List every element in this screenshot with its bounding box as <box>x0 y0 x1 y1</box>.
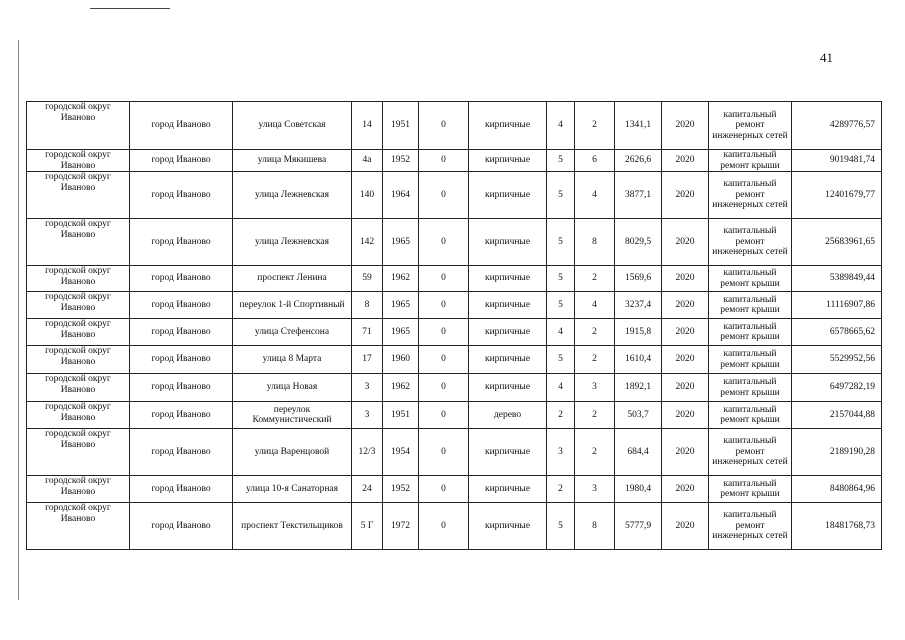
cost-cell: 2157044,88 <box>792 402 882 429</box>
locality-cell: город Иваново <box>130 402 233 429</box>
work-type-cell: капитальный ремонт крыши <box>709 150 792 172</box>
plan-year-cell: 2020 <box>662 429 709 476</box>
area-cell: 1915,8 <box>615 319 662 346</box>
cost-cell: 5389849,44 <box>792 266 882 292</box>
work-type-cell: капитальный ремонт инженерных сетей <box>709 102 792 150</box>
locality-cell: город Иваново <box>130 429 233 476</box>
area-cell: 3877,1 <box>615 172 662 219</box>
floors-cell: 5 <box>547 150 575 172</box>
plan-year-cell: 2020 <box>662 292 709 319</box>
house-number-cell: 8 <box>352 292 383 319</box>
scan-mark-left <box>18 40 19 600</box>
entrances-cell: 2 <box>575 102 615 150</box>
municipality-cell: городской округ Иваново <box>27 292 130 319</box>
work-type-cell: капитальный ремонт крыши <box>709 402 792 429</box>
wall-material-cell: кирпичные <box>469 172 547 219</box>
work-type-cell: капитальный ремонт инженерных сетей <box>709 429 792 476</box>
entrances-cell: 4 <box>575 292 615 319</box>
entrances-cell: 3 <box>575 374 615 402</box>
build-year-cell: 1962 <box>383 374 419 402</box>
plan-year-cell: 2020 <box>662 346 709 374</box>
house-number-cell: 14 <box>352 102 383 150</box>
street-cell: улица Советская <box>233 102 352 150</box>
cost-cell: 25683961,65 <box>792 219 882 266</box>
municipality-cell: городской округ Иваново <box>27 172 130 219</box>
house-number-cell: 12/3 <box>352 429 383 476</box>
cost-cell: 5529952,56 <box>792 346 882 374</box>
cost-cell: 12401679,77 <box>792 172 882 219</box>
zero-value-cell: 0 <box>419 292 469 319</box>
zero-value-cell: 0 <box>419 503 469 550</box>
cost-cell: 2189190,28 <box>792 429 882 476</box>
plan-year-cell: 2020 <box>662 374 709 402</box>
plan-year-cell: 2020 <box>662 150 709 172</box>
house-number-cell: 59 <box>352 266 383 292</box>
plan-year-cell: 2020 <box>662 172 709 219</box>
build-year-cell: 1952 <box>383 150 419 172</box>
zero-value-cell: 0 <box>419 266 469 292</box>
build-year-cell: 1965 <box>383 292 419 319</box>
table-row <box>27 266 882 292</box>
wall-material-cell: кирпичные <box>469 102 547 150</box>
build-year-cell: 1954 <box>383 429 419 476</box>
entrances-cell: 2 <box>575 402 615 429</box>
area-cell: 1341,1 <box>615 102 662 150</box>
table-row <box>27 476 882 503</box>
work-type-cell: капитальный ремонт крыши <box>709 292 792 319</box>
table-row <box>27 172 882 219</box>
housing-repair-table <box>26 101 882 550</box>
wall-material-cell: кирпичные <box>469 219 547 266</box>
street-cell: проспект Ленина <box>233 266 352 292</box>
scan-mark-top <box>90 8 170 9</box>
street-cell: проспект Текстильщиков <box>233 503 352 550</box>
wall-material-cell: кирпичные <box>469 374 547 402</box>
zero-value-cell: 0 <box>419 429 469 476</box>
zero-value-cell: 0 <box>419 102 469 150</box>
locality-cell: город Иваново <box>130 374 233 402</box>
house-number-cell: 4а <box>352 150 383 172</box>
municipality-cell: городской округ Иваново <box>27 319 130 346</box>
municipality-cell: городской округ Иваново <box>27 374 130 402</box>
municipality-cell: городской округ Иваново <box>27 402 130 429</box>
cost-cell: 8480864,96 <box>792 476 882 503</box>
build-year-cell: 1972 <box>383 503 419 550</box>
floors-cell: 2 <box>547 476 575 503</box>
work-type-cell: капитальный ремонт инженерных сетей <box>709 172 792 219</box>
locality-cell: город Иваново <box>130 292 233 319</box>
work-type-cell: капитальный ремонт инженерных сетей <box>709 503 792 550</box>
work-type-cell: капитальный ремонт инженерных сетей <box>709 219 792 266</box>
wall-material-cell: кирпичные <box>469 266 547 292</box>
build-year-cell: 1965 <box>383 219 419 266</box>
plan-year-cell: 2020 <box>662 266 709 292</box>
work-type-cell: капитальный ремонт крыши <box>709 319 792 346</box>
floors-cell: 5 <box>547 172 575 219</box>
locality-cell: город Иваново <box>130 219 233 266</box>
locality-cell: город Иваново <box>130 150 233 172</box>
zero-value-cell: 0 <box>419 476 469 503</box>
plan-year-cell: 2020 <box>662 402 709 429</box>
zero-value-cell: 0 <box>419 172 469 219</box>
wall-material-cell: кирпичные <box>469 503 547 550</box>
cost-cell: 18481768,73 <box>792 503 882 550</box>
area-cell: 1892,1 <box>615 374 662 402</box>
house-number-cell: 71 <box>352 319 383 346</box>
street-cell: улица Лежневская <box>233 219 352 266</box>
area-cell: 1569,6 <box>615 266 662 292</box>
entrances-cell: 2 <box>575 429 615 476</box>
street-cell: улица Лежневская <box>233 172 352 219</box>
house-number-cell: 142 <box>352 219 383 266</box>
build-year-cell: 1965 <box>383 319 419 346</box>
build-year-cell: 1951 <box>383 402 419 429</box>
floors-cell: 5 <box>547 219 575 266</box>
floors-cell: 2 <box>547 402 575 429</box>
wall-material-cell: кирпичные <box>469 476 547 503</box>
locality-cell: город Иваново <box>130 476 233 503</box>
municipality-cell: городской округ Иваново <box>27 476 130 503</box>
zero-value-cell: 0 <box>419 150 469 172</box>
area-cell: 2626,6 <box>615 150 662 172</box>
locality-cell: город Иваново <box>130 319 233 346</box>
municipality-cell: городской округ Иваново <box>27 503 130 550</box>
zero-value-cell: 0 <box>419 319 469 346</box>
build-year-cell: 1952 <box>383 476 419 503</box>
cost-cell: 11116907,86 <box>792 292 882 319</box>
cost-cell: 6578665,62 <box>792 319 882 346</box>
table-row <box>27 292 882 319</box>
locality-cell: город Иваново <box>130 346 233 374</box>
work-type-cell: капитальный ремонт крыши <box>709 346 792 374</box>
municipality-cell: городской округ Иваново <box>27 346 130 374</box>
table-row <box>27 374 882 402</box>
area-cell: 1980,4 <box>615 476 662 503</box>
work-type-cell: капитальный ремонт крыши <box>709 374 792 402</box>
wall-material-cell: кирпичные <box>469 150 547 172</box>
build-year-cell: 1951 <box>383 102 419 150</box>
cost-cell: 9019481,74 <box>792 150 882 172</box>
house-number-cell: 5 Г <box>352 503 383 550</box>
municipality-cell: городской округ Иваново <box>27 102 130 150</box>
plan-year-cell: 2020 <box>662 219 709 266</box>
municipality-cell: городской округ Иваново <box>27 429 130 476</box>
area-cell: 684,4 <box>615 429 662 476</box>
locality-cell: город Иваново <box>130 503 233 550</box>
table-row <box>27 102 882 150</box>
street-cell: улица Мякишева <box>233 150 352 172</box>
area-cell: 1610,4 <box>615 346 662 374</box>
cost-cell: 6497282,19 <box>792 374 882 402</box>
plan-year-cell: 2020 <box>662 102 709 150</box>
wall-material-cell: кирпичные <box>469 292 547 319</box>
street-cell: улица Варенцовой <box>233 429 352 476</box>
wall-material-cell: дерево <box>469 402 547 429</box>
house-number-cell: 3 <box>352 402 383 429</box>
cost-cell: 4289776,57 <box>792 102 882 150</box>
work-type-cell: капитальный ремонт крыши <box>709 266 792 292</box>
street-cell: улица Новая <box>233 374 352 402</box>
entrances-cell: 2 <box>575 319 615 346</box>
house-number-cell: 3 <box>352 374 383 402</box>
floors-cell: 5 <box>547 346 575 374</box>
build-year-cell: 1964 <box>383 172 419 219</box>
floors-cell: 4 <box>547 102 575 150</box>
municipality-cell: городской округ Иваново <box>27 219 130 266</box>
wall-material-cell: кирпичные <box>469 429 547 476</box>
entrances-cell: 2 <box>575 266 615 292</box>
entrances-cell: 2 <box>575 346 615 374</box>
entrances-cell: 3 <box>575 476 615 503</box>
street-cell: улица Стефенсона <box>233 319 352 346</box>
locality-cell: город Иваново <box>130 172 233 219</box>
floors-cell: 5 <box>547 292 575 319</box>
table-row <box>27 402 882 429</box>
plan-year-cell: 2020 <box>662 319 709 346</box>
street-cell: улица 10-я Санаторная <box>233 476 352 503</box>
floors-cell: 5 <box>547 266 575 292</box>
page-number: 41 <box>820 50 833 65</box>
floors-cell: 4 <box>547 319 575 346</box>
floors-cell: 5 <box>547 503 575 550</box>
plan-year-cell: 2020 <box>662 476 709 503</box>
plan-year-cell: 2020 <box>662 503 709 550</box>
street-cell: переулок Коммунистический <box>233 402 352 429</box>
municipality-cell: городской округ Иваново <box>27 266 130 292</box>
work-type-cell: капитальный ремонт крыши <box>709 476 792 503</box>
locality-cell: город Иваново <box>130 102 233 150</box>
table-row <box>27 319 882 346</box>
area-cell: 5777,9 <box>615 503 662 550</box>
zero-value-cell: 0 <box>419 346 469 374</box>
floors-cell: 4 <box>547 374 575 402</box>
zero-value-cell: 0 <box>419 374 469 402</box>
entrances-cell: 6 <box>575 150 615 172</box>
street-cell: переулок 1-й Спортивный <box>233 292 352 319</box>
street-cell: улица 8 Марта <box>233 346 352 374</box>
municipality-cell: городской округ Иваново <box>27 150 130 172</box>
area-cell: 503,7 <box>615 402 662 429</box>
area-cell: 8029,5 <box>615 219 662 266</box>
house-number-cell: 24 <box>352 476 383 503</box>
zero-value-cell: 0 <box>419 219 469 266</box>
floors-cell: 3 <box>547 429 575 476</box>
build-year-cell: 1962 <box>383 266 419 292</box>
wall-material-cell: кирпичные <box>469 319 547 346</box>
house-number-cell: 17 <box>352 346 383 374</box>
area-cell: 3237,4 <box>615 292 662 319</box>
entrances-cell: 4 <box>575 172 615 219</box>
zero-value-cell: 0 <box>419 402 469 429</box>
table-row <box>27 346 882 374</box>
table-row <box>27 150 882 172</box>
wall-material-cell: кирпичные <box>469 346 547 374</box>
table-row <box>27 219 882 266</box>
table-row <box>27 429 882 476</box>
house-number-cell: 140 <box>352 172 383 219</box>
entrances-cell: 8 <box>575 503 615 550</box>
locality-cell: город Иваново <box>130 266 233 292</box>
table-row <box>27 503 882 550</box>
build-year-cell: 1960 <box>383 346 419 374</box>
entrances-cell: 8 <box>575 219 615 266</box>
